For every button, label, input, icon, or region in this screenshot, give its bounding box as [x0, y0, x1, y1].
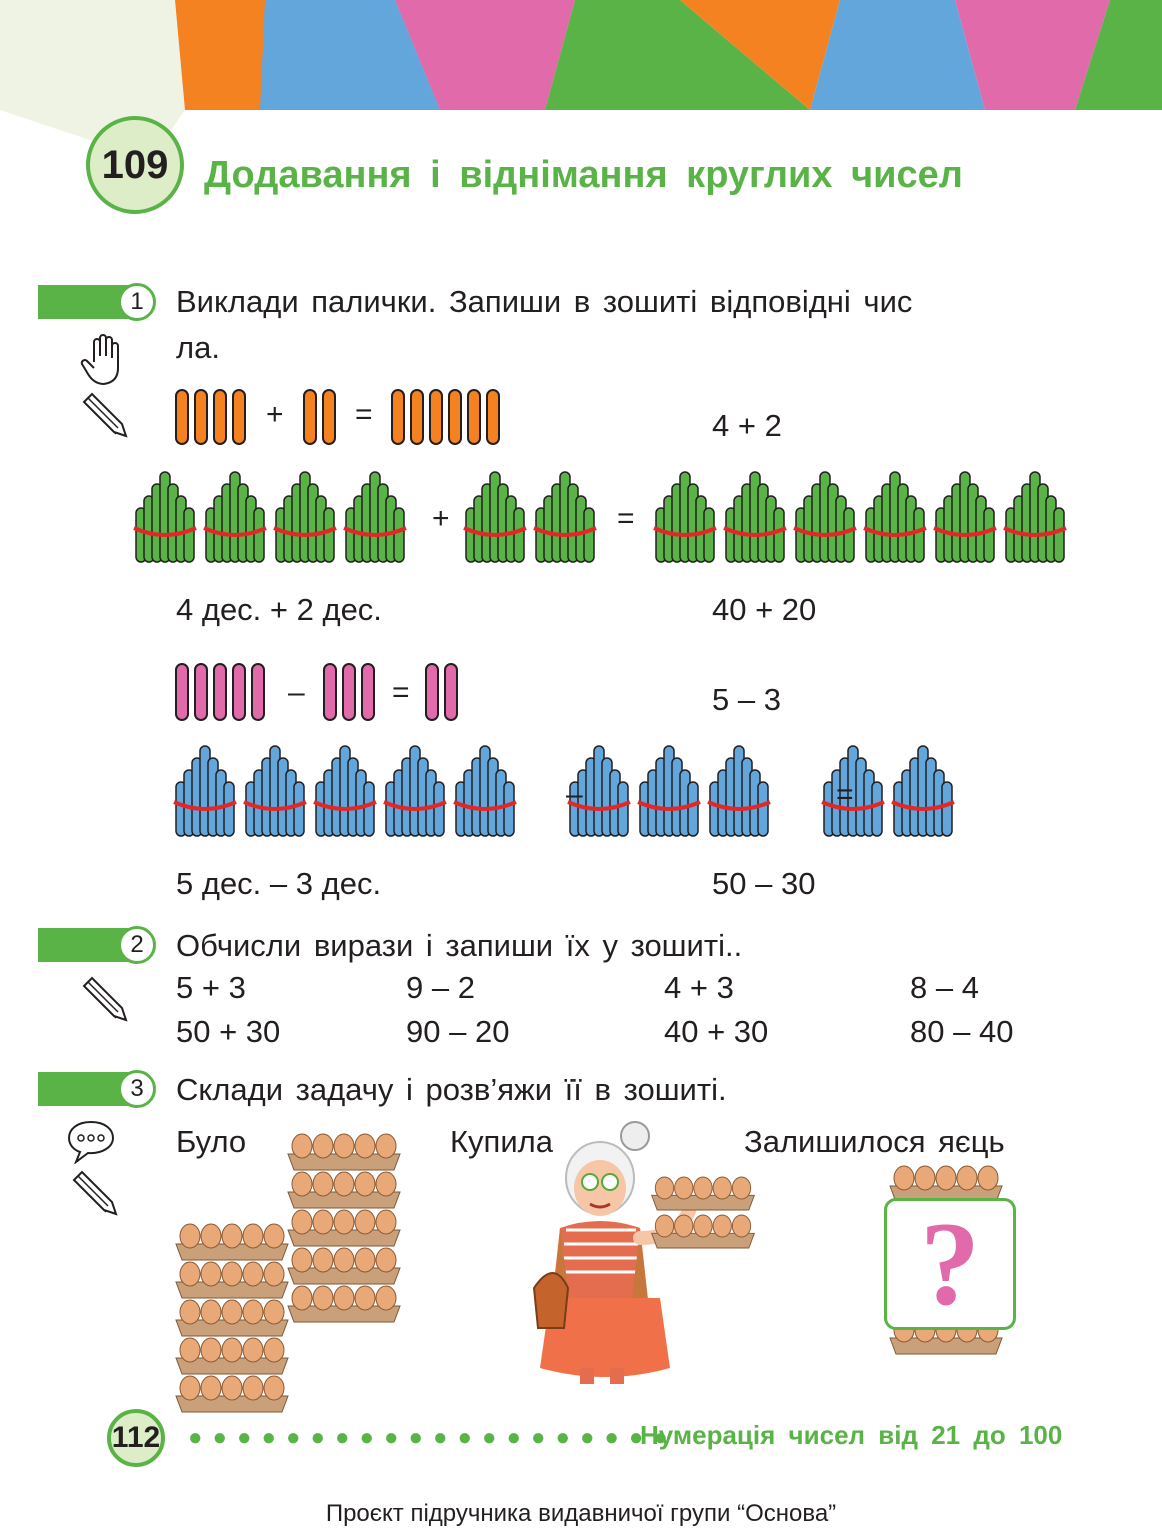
stick-bundle	[890, 742, 956, 840]
stick-bundle	[636, 742, 702, 840]
stick-bundle	[132, 468, 198, 566]
lesson-title: Додавання і віднімання круглих чисел	[204, 154, 963, 196]
row1-eq: =	[355, 398, 373, 431]
question-mark: ?	[920, 1197, 980, 1330]
publisher-credit: Проєкт підручника видавничої групи “Основа”	[325, 1500, 837, 1527]
stick-bundle	[272, 468, 338, 566]
row2-right: 40 + 20	[712, 592, 817, 627]
label-had: Було	[176, 1124, 247, 1159]
task3-text: Склади задачу і розв’яжи її в зошиті.	[176, 1072, 727, 1107]
stick-bundle	[382, 742, 448, 840]
row3-eq: =	[392, 676, 410, 709]
label-bought: Купила	[450, 1124, 553, 1159]
stick-bundle	[172, 742, 238, 840]
row2-plus: +	[432, 502, 450, 535]
pencil-icon	[68, 1170, 118, 1216]
stick-bundle	[242, 742, 308, 840]
row3-right: 5 – 3	[712, 682, 781, 717]
stick-bundle	[722, 468, 788, 566]
speech-bubble-icon	[66, 1118, 116, 1164]
row1-right: 4 + 2	[712, 408, 782, 443]
egg-tray	[284, 1118, 404, 1174]
egg-tray-bought	[648, 1160, 758, 1254]
lesson-number-badge	[86, 116, 184, 214]
task1-text-line2: ла.	[176, 330, 220, 365]
expr-r2-c2: 90 – 20	[406, 1014, 510, 1049]
stick-bundle	[202, 468, 268, 566]
stick-bundle	[462, 468, 528, 566]
stick-bundle	[652, 468, 718, 566]
task-number-1: 1	[118, 283, 156, 321]
footer-dots: ●●●●●●●●●●●●●●●●●●●●	[188, 1424, 678, 1451]
stick-bundle	[342, 468, 408, 566]
stick-bundle	[1002, 468, 1068, 566]
task2-text: Обчисли вирази і запиши їх у зошиті..	[176, 928, 743, 963]
expr-r2-c4: 80 – 40	[910, 1014, 1014, 1049]
expr-r1-c2: 9 – 2	[406, 970, 475, 1005]
row4-minus: –	[566, 778, 583, 811]
expr-r2-c3: 40 + 30	[664, 1014, 769, 1049]
stick-bundle	[312, 742, 378, 840]
egg-tray	[648, 1160, 758, 1216]
task-number-3: 3	[118, 1070, 156, 1108]
expr-r2-c1: 50 + 30	[176, 1014, 281, 1049]
row4-eq: =	[836, 778, 854, 811]
pink-sticks-row	[172, 660, 472, 722]
stick-bundle	[932, 468, 998, 566]
stick-bundle	[862, 468, 928, 566]
egg-tray	[172, 1208, 292, 1264]
hand-icon	[80, 332, 128, 388]
lesson-number: 109	[101, 142, 169, 187]
row4-left: 5 дес. – 3 дес.	[176, 866, 382, 901]
question-mark-box	[884, 1198, 1016, 1330]
task-number-2: 2	[118, 926, 156, 964]
expr-r1-c1: 5 + 3	[176, 970, 246, 1005]
stick-bundle	[452, 742, 518, 840]
label-left: Залишилося яєць	[744, 1124, 1005, 1159]
expr-r1-c4: 8 – 4	[910, 970, 979, 1005]
footer-section-title: Нумерація чисел від 21 до 100	[640, 1420, 1063, 1450]
pencil-icon	[78, 392, 128, 438]
green-bundles-row	[132, 468, 1072, 566]
stick-bundle	[792, 468, 858, 566]
stick-bundle	[532, 468, 598, 566]
page-number: 112	[107, 1409, 165, 1467]
row1-plus: +	[266, 398, 284, 431]
row2-eq: =	[617, 502, 635, 535]
row2-left: 4 дес. + 2 дес.	[176, 592, 382, 627]
orange-sticks-row	[172, 386, 692, 448]
row4-right: 50 – 30	[712, 866, 816, 901]
pencil-icon	[78, 976, 128, 1022]
expr-r1-c3: 4 + 3	[664, 970, 734, 1005]
stick-bundle	[706, 742, 772, 840]
row3-minus: –	[288, 676, 305, 709]
task1-text-line1: Виклади палички. Запиши в зошиті відповідні чис	[176, 284, 913, 319]
